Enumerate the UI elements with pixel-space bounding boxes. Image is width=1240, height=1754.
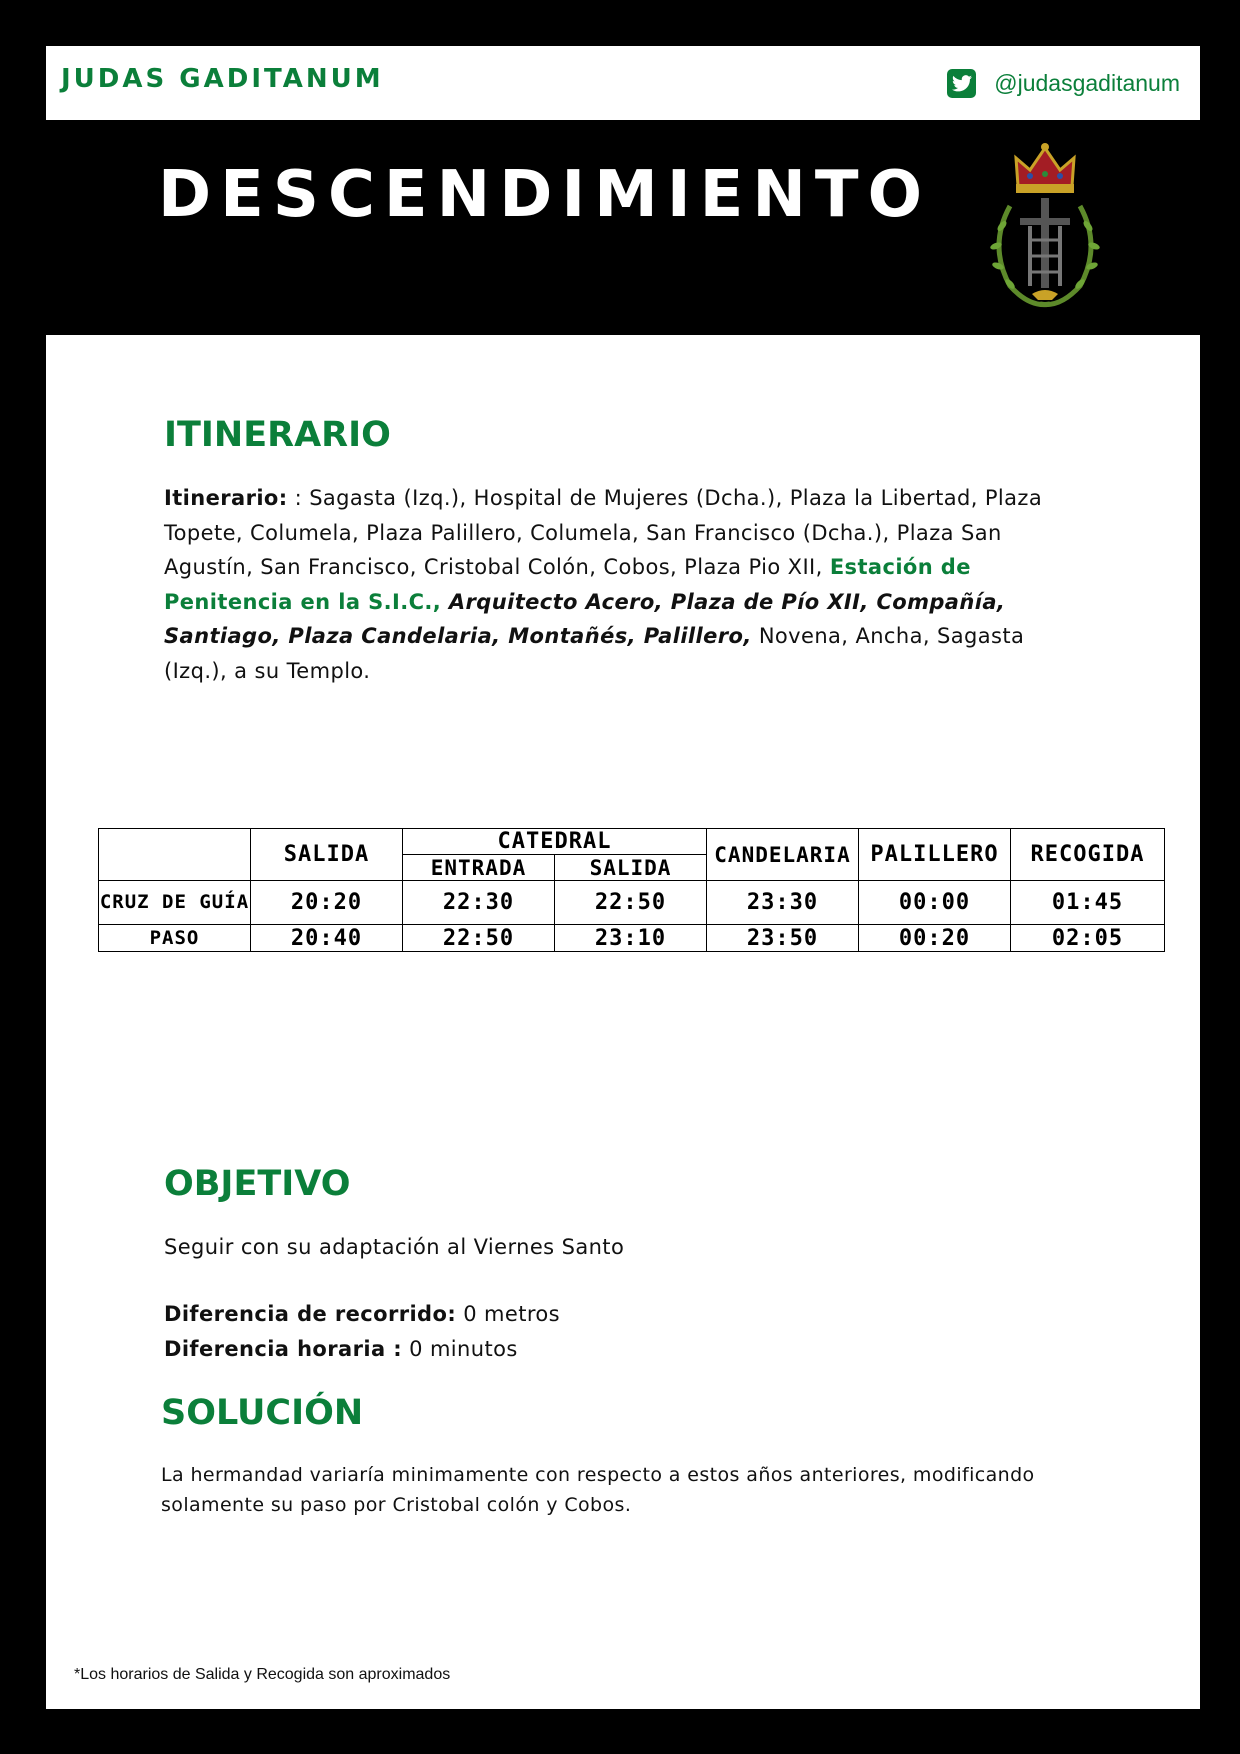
twitter-icon [947, 69, 976, 98]
row-label-cruz-de-guia: CRUZ DE GUÍA [99, 881, 251, 925]
differences-block [164, 1297, 1064, 1366]
table-row [99, 881, 1165, 925]
column-header-candelaria: CANDELARIA [707, 829, 859, 881]
brand-name: JUDAS GADITANUM [61, 64, 384, 94]
column-header-salida: SALIDA [251, 829, 403, 881]
table-cell: 22:50 [555, 881, 707, 925]
table-cell: 23:30 [707, 881, 859, 925]
header-bar [46, 46, 1200, 120]
table-cell: 02:05 [1011, 925, 1165, 952]
time-difference [164, 1332, 1064, 1367]
table-corner-cell [99, 829, 251, 881]
route-diff-label: Diferencia de recorrido: [164, 1302, 457, 1326]
table-cell: 00:20 [859, 925, 1011, 952]
table-cell: 20:20 [251, 881, 403, 925]
twitter-handle: @judasgaditanum [994, 69, 1180, 96]
column-header-palillero: PALILLERO [859, 829, 1011, 881]
table-row [99, 925, 1165, 952]
solution-text: La hermandad variaría minimamente con respecto a estos años anteriores, modificando solamente su paso por Cristobal colón y Cobos. [161, 1464, 1035, 1516]
time-diff-value: 0 minutos [402, 1336, 518, 1361]
twitter-link[interactable] [947, 68, 1180, 98]
table-header-row [99, 829, 1165, 855]
column-header-entrada: ENTRADA [403, 855, 555, 881]
column-header-catedral: CATEDRAL [403, 829, 707, 855]
itinerary-station: Estación de Penitencia en la S.I.C., [164, 555, 971, 614]
objective-text: Seguir con su adaptación al Viernes Santo [164, 1235, 625, 1259]
page-title: DESCENDIMIENTO [158, 158, 931, 232]
table-cell: 23:10 [555, 925, 707, 952]
table-cell: 22:30 [403, 881, 555, 925]
content-panel [46, 335, 1200, 1709]
itinerary-route-part2: Arquitecto Acero, Plaza de Pío XII, Compañía, Santiago, Plaza Candelaria, Montañés, Palillero, [164, 589, 1006, 648]
objective-heading: OBJETIVO [164, 1164, 351, 1204]
route-diff-value: 0 metros [456, 1302, 561, 1326]
brotherhood-crest-icon [980, 136, 1110, 316]
table-cell: 23:50 [707, 925, 859, 952]
itinerary-label: Itinerario: [164, 486, 288, 510]
itinerary-heading: ITINERARIO [164, 415, 391, 455]
route-difference [164, 1297, 1064, 1332]
footnote: *Los horarios de Salida y Recogida son aproximados [74, 1666, 451, 1683]
table-cell: 01:45 [1011, 881, 1165, 925]
itinerary-route-part1: : Sagasta (Izq.), Hospital de Mujeres (Dcha.), Plaza la Libertad, Plaza Topete, Columela, Plaza Palillero, Columela, San Francisco (Dcha.), Plaza San Agustín, San Francisco, Cristobal Colón, Cobos, Plaza Pio XII, [164, 486, 1043, 579]
column-header-catedral-salida: SALIDA [555, 855, 707, 881]
row-label-paso: PASO [99, 925, 251, 952]
column-header-recogida: RECOGIDA [1011, 829, 1165, 881]
schedule-table [98, 828, 1165, 952]
time-diff-label: Diferencia horaria : [164, 1336, 403, 1361]
solution-heading: SOLUCIÓN [161, 1393, 364, 1433]
itinerary-route-part3: Novena, Ancha, Sagasta (Izq.), a su Templo. [164, 624, 1025, 683]
table-cell: 20:40 [251, 925, 403, 952]
table-cell: 22:50 [403, 925, 555, 952]
itinerary-text [164, 481, 1094, 688]
table-cell: 00:00 [859, 881, 1011, 925]
